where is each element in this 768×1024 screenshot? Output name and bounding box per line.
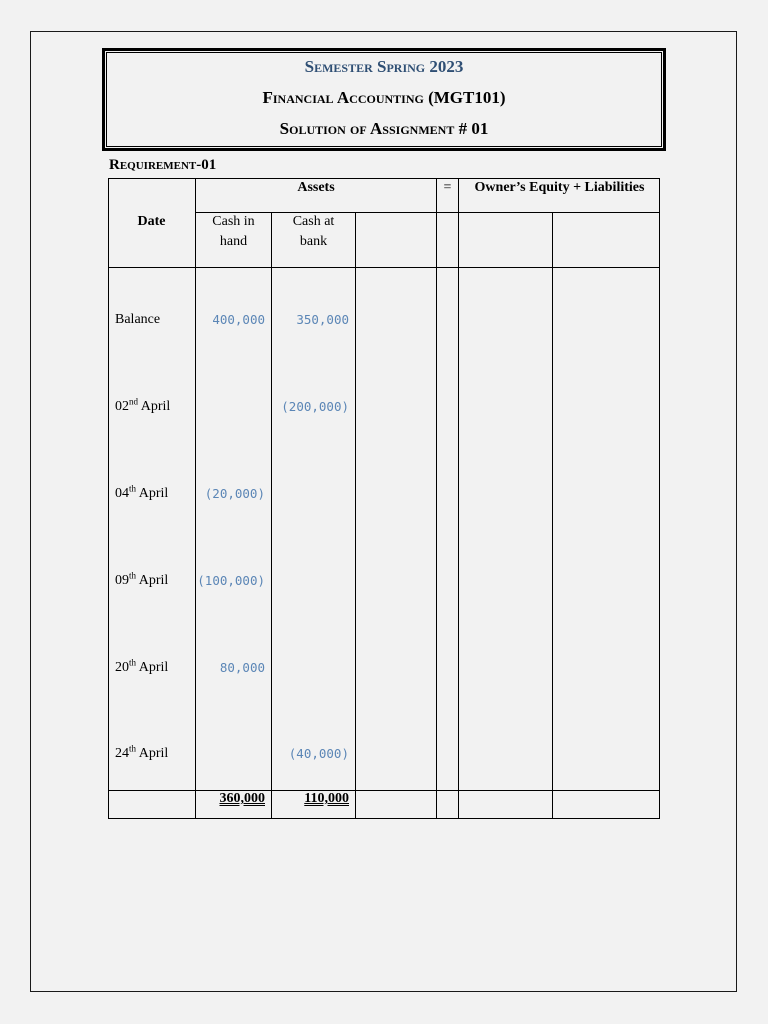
row-date-text: April [136, 746, 169, 761]
row-date-num: 24 [115, 746, 129, 761]
course-title: Financial Accounting (MGT101) [262, 88, 506, 107]
date-header: Date [137, 214, 166, 229]
row-date-suffix: th [129, 483, 137, 494]
row-date-suffix: th [129, 657, 137, 668]
cash-at-bank-header-line1: Cash at [292, 214, 335, 229]
row-date-text: April [136, 660, 169, 675]
title-box [102, 48, 666, 151]
row-date [115, 658, 168, 678]
row-date-num: 20 [115, 660, 129, 675]
row-cash-in-hand: 80,000 [219, 660, 265, 675]
table-outer-border [109, 179, 660, 819]
row-date-num: 09 [115, 573, 129, 588]
equals-sign: = [443, 180, 452, 195]
row-date-suffix: th [129, 570, 137, 581]
cash-in-hand-header-line2: hand [219, 234, 248, 249]
assets-header: Assets [297, 180, 335, 195]
assignment-title: Solution of Assignment # 01 [279, 119, 489, 138]
row-date [115, 397, 170, 417]
row-cash-at-bank: (40,000) [288, 746, 349, 761]
row-cash-in-hand: (20,000) [204, 486, 265, 501]
cash-at-bank-header-line2: bank [299, 234, 328, 249]
row-date-text: April [136, 573, 169, 588]
row-date-num: 04 [115, 486, 129, 501]
total-cash-at-bank: 110,000 [304, 791, 349, 806]
row-cash-in-hand: 400,000 [212, 312, 265, 327]
accounting-equation-table [108, 178, 660, 819]
row-date-suffix: th [129, 743, 137, 754]
total-cash-in-hand: 360,000 [219, 791, 265, 806]
row-cash-in-hand: (100,000) [197, 573, 265, 588]
equity-liabilities-header: Owner’s Equity + Liabilities [474, 180, 645, 195]
semester-title: Semester Spring 2023 [304, 57, 464, 76]
row-date [115, 310, 160, 330]
row-date-text: April [138, 399, 171, 414]
row-date-text: Balance [115, 312, 161, 327]
row-date-suffix: nd [129, 396, 138, 407]
row-date-text: April [136, 486, 169, 501]
row-date [115, 484, 168, 504]
row-cash-at-bank: 350,000 [296, 312, 349, 327]
cash-in-hand-header [196, 212, 271, 252]
row-date [115, 571, 168, 591]
cash-at-bank-header [272, 212, 355, 252]
row-date [115, 744, 168, 764]
requirement-heading: Requirement-01 [109, 157, 217, 173]
cash-in-hand-header-line1: Cash in [212, 214, 255, 229]
row-cash-at-bank: (200,000) [281, 399, 349, 414]
row-date-num: 02 [115, 399, 129, 414]
table-grid [108, 178, 660, 819]
